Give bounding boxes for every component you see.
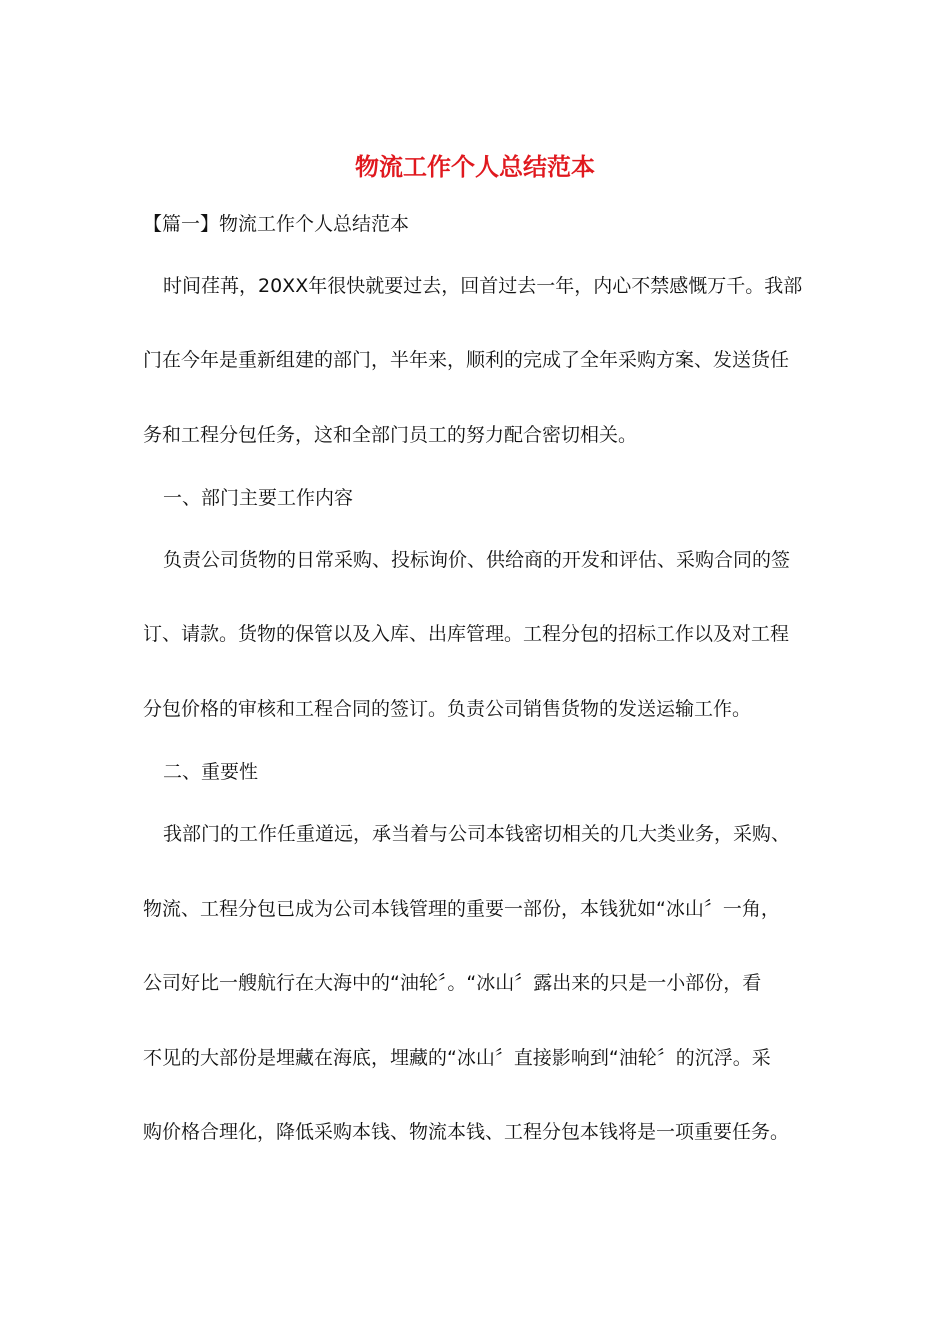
paragraph-line: 购价格合理化，降低采购本钱、物流本钱、工程分包本钱将是一项重要任务。 xyxy=(143,1121,790,1143)
document-title: 物流工作个人总结范本 xyxy=(355,152,595,181)
paragraph-line: 公司好比一艘航行在大海中的“油轮〞。“冰山〞露出来的只是一小部份，看 xyxy=(143,972,762,994)
paragraph-line: 不见的大部份是埋藏在海底，埋藏的“冰山〞直接影响到“油轮〞的沉浮。采 xyxy=(143,1047,771,1069)
paragraph-line: 务和工程分包任务，这和全部门员工的努力配合密切相关。 xyxy=(143,424,638,446)
paragraph-line: 时间荏苒，20XX年很快就要过去，回首过去一年，内心不禁感慨万千。我部 xyxy=(163,275,803,297)
section-subtitle: 【篇一】物流工作个人总结范本 xyxy=(143,213,410,235)
paragraph-line: 我部门的工作任重道远，承当着与公司本钱密切相关的几大类业务，采购、 xyxy=(163,823,791,845)
paragraph-line: 分包价格的审核和工程合同的签订。负责公司销售货物的发送运输工作。 xyxy=(143,698,752,720)
paragraph-line: 门在今年是重新组建的部门，半年来，顺利的完成了全年采购方案、发送货任 xyxy=(143,349,790,371)
paragraph-line: 负责公司货物的日常采购、投标询价、供给商的开发和评估、采购合同的签 xyxy=(163,549,791,571)
paragraph-line: 物流、工程分包已成为公司本钱管理的重要一部份，本钱犹如“冰山〞一角， xyxy=(143,898,780,920)
section-heading: 二、重要性 xyxy=(163,761,259,783)
section-heading: 一、部门主要工作内容 xyxy=(163,487,354,509)
paragraph-line: 订、请款。货物的保管以及入库、出库管理。工程分包的招标工作以及对工程 xyxy=(143,623,790,645)
